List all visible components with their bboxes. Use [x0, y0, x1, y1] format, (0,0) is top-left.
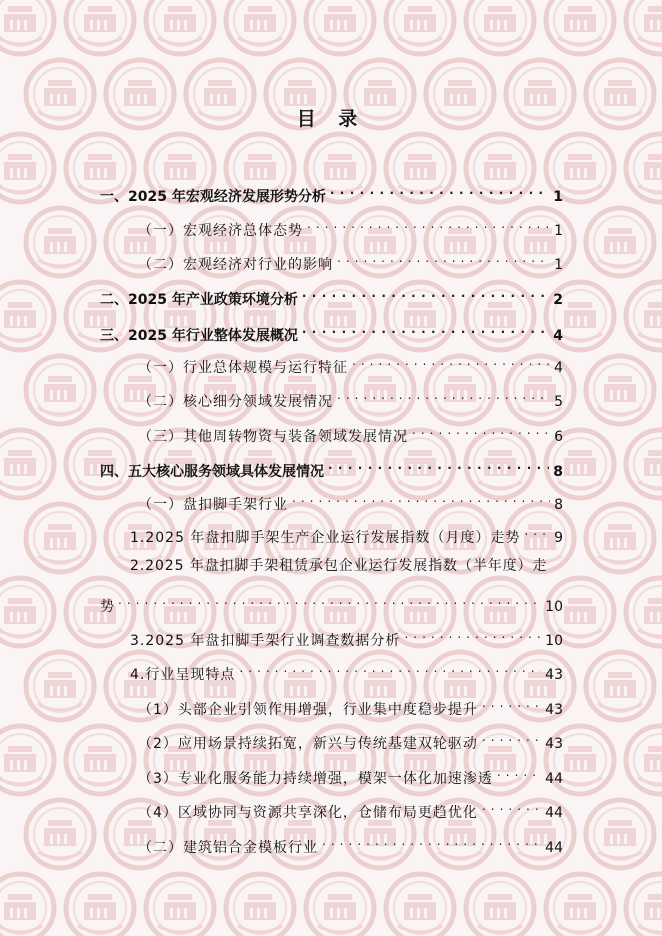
- emblem-watermark-icon: [626, 874, 662, 936]
- toc-leader-dots: [118, 589, 541, 611]
- toc-entry-text: （4）区域协同与资源共享深化，仓储布局更趋优化: [138, 805, 478, 821]
- toc-entry[interactable]: [130, 657, 563, 683]
- toc-entry-text: 1.2025 年盘扣脚手架生产企业运行发展指数（月度）走势: [130, 530, 521, 546]
- toc-entry[interactable]: [138, 419, 563, 445]
- emblem-watermark-icon: [386, 874, 454, 936]
- toc-entry-text: （1）头部企业引领作用增强，行业集中度稳步提升: [138, 702, 478, 718]
- toc-page-number: 4: [553, 328, 563, 344]
- toc-entry[interactable]: [138, 213, 563, 239]
- toc-page-number: 5: [554, 394, 563, 410]
- toc-entry-text: 4.行业呈现特点: [130, 667, 236, 683]
- emblem-watermark-icon: [466, 874, 534, 936]
- emblem-watermark-icon: [586, 504, 654, 572]
- toc-entry[interactable]: [100, 282, 563, 308]
- toc-entry[interactable]: [138, 726, 563, 752]
- toc-entry-text: （3）专业化服务能力持续增强，模架一体化加速渗透: [138, 771, 493, 787]
- toc-entry[interactable]: [138, 761, 563, 787]
- emblem-watermark-icon: [586, 652, 654, 720]
- emblem-watermark-icon: [626, 282, 662, 350]
- emblem-watermark-icon: [306, 0, 374, 54]
- toc-entry[interactable]: [138, 487, 563, 513]
- toc-leader-dots: [352, 350, 550, 372]
- emblem-watermark-icon: [226, 0, 294, 54]
- emblem-watermark-icon: [226, 874, 294, 936]
- emblem-watermark-icon: [0, 726, 54, 794]
- toc-leader-dots: [322, 830, 541, 852]
- toc-leader-dots: [292, 487, 550, 509]
- emblem-watermark-icon: [26, 652, 94, 720]
- emblem-watermark-icon: [0, 282, 54, 350]
- toc-entry[interactable]: [100, 318, 563, 344]
- emblem-watermark-icon: [586, 356, 654, 424]
- emblem-watermark-icon: [626, 430, 662, 498]
- toc-entry-text: 二、2025 年产业政策环境分析: [100, 292, 298, 308]
- emblem-watermark-icon: [0, 578, 54, 646]
- toc-page-number: 44: [545, 771, 563, 787]
- toc-entry-text: 四、五大核心服务领域具体发展情况: [100, 464, 324, 480]
- toc-page-number: 2: [553, 292, 563, 308]
- toc-leader-dots: [307, 213, 550, 235]
- emblem-watermark-icon: [66, 874, 134, 936]
- toc-entry[interactable]: [138, 350, 563, 376]
- toc-page-number: 4: [554, 360, 563, 376]
- toc-page-number: 1: [553, 189, 563, 205]
- emblem-watermark-icon: [466, 0, 534, 54]
- toc-leader-dots: [337, 247, 550, 269]
- toc-entry-text: 一、2025 年宏观经济发展形势分析: [100, 189, 326, 205]
- toc-leader-dots: [482, 692, 541, 714]
- toc-entry-text: （三）其他周转物资与装备领域发展情况: [138, 429, 408, 445]
- toc-leader-dots: [302, 318, 549, 340]
- emblem-watermark-icon: [26, 800, 94, 868]
- toc-entry-text-continued: 势: [100, 599, 114, 615]
- page-title: 目 录: [296, 108, 366, 130]
- emblem-watermark-icon: [386, 0, 454, 54]
- emblem-watermark-icon: [546, 874, 614, 936]
- emblem-watermark-icon: [0, 430, 54, 498]
- emblem-watermark-icon: [146, 874, 214, 936]
- emblem-watermark-icon: [0, 0, 54, 54]
- toc-entry-text: （2）应用场景持续拓宽，新兴与传统基建双轮驱动: [138, 736, 478, 752]
- toc-entry[interactable]: [100, 454, 563, 480]
- toc-leader-dots: [337, 384, 550, 406]
- toc-entry-text: 3.2025 年盘扣脚手架行业调查数据分析: [130, 633, 401, 649]
- toc-entry[interactable]: [138, 692, 563, 718]
- toc-entry-text: （一）盘扣脚手架行业: [138, 497, 288, 513]
- toc-entry-text: 三、2025 年行业整体发展概况: [100, 328, 298, 344]
- toc-entry[interactable]: [138, 795, 563, 821]
- toc-leader-dots: [524, 520, 550, 542]
- toc-page-number: 44: [545, 805, 563, 821]
- emblem-watermark-icon: [26, 504, 94, 572]
- toc-entry[interactable]: [100, 179, 563, 205]
- toc-leader-dots: [328, 454, 549, 476]
- toc-leader-dots: [412, 419, 550, 441]
- emblem-watermark-icon: [626, 134, 662, 202]
- emblem-watermark-icon: [626, 578, 662, 646]
- emblem-watermark-icon: [586, 208, 654, 276]
- toc-entry[interactable]: [130, 520, 563, 546]
- toc-page-number: 1: [554, 257, 563, 273]
- emblem-watermark-icon: [26, 356, 94, 424]
- toc-entry[interactable]: [138, 830, 563, 856]
- toc-leader-dots: [482, 795, 541, 817]
- toc-leader-dots: [330, 179, 549, 201]
- toc-entry[interactable]: [130, 623, 563, 649]
- toc-entry-text: （一）行业总体规模与运行特征: [138, 360, 348, 376]
- emblem-watermark-icon: [0, 134, 54, 202]
- toc-leader-dots: [302, 282, 549, 304]
- toc-page-number: 8: [553, 464, 563, 480]
- toc-leader-dots: [239, 657, 541, 679]
- emblem-watermark-icon: [66, 726, 134, 794]
- emblem-watermark-icon: [626, 0, 662, 54]
- emblem-watermark-icon: [626, 726, 662, 794]
- toc-entry[interactable]: [138, 384, 563, 410]
- toc-entry-text: （一）宏观经济总体态势: [138, 223, 303, 239]
- toc-page-number: 43: [545, 736, 563, 752]
- toc-page-number: 10: [545, 599, 563, 615]
- toc-entry[interactable]: [100, 589, 563, 615]
- toc-page-number: 43: [545, 702, 563, 718]
- emblem-watermark-icon: [546, 0, 614, 54]
- emblem-watermark-icon: [306, 874, 374, 936]
- toc-entry-text[interactable]: 2.2025 年盘扣脚手架租赁承包企业运行发展指数（半年度）走: [130, 558, 548, 574]
- emblem-watermark-icon: [586, 800, 654, 868]
- toc-leader-dots: [404, 623, 541, 645]
- emblem-watermark-icon: [146, 0, 214, 54]
- toc-page-number: 1: [554, 223, 563, 239]
- toc-leader-dots: [482, 726, 541, 748]
- emblem-watermark-icon: [66, 0, 134, 54]
- toc-entry[interactable]: [138, 247, 563, 273]
- toc-page-number: 9: [554, 530, 563, 546]
- toc-page-number: 44: [545, 840, 563, 856]
- toc-entry-text: （二）建筑铝合金模板行业: [138, 840, 318, 856]
- toc-page-number: 43: [545, 667, 563, 683]
- toc-page-number: 8: [554, 497, 563, 513]
- toc-entry-text: （二）核心细分领域发展情况: [138, 394, 333, 410]
- emblem-watermark-icon: [26, 208, 94, 276]
- toc-entry-text: （二）宏观经济对行业的影响: [138, 257, 333, 273]
- toc-leader-dots: [497, 761, 541, 783]
- toc-page-number: 10: [545, 633, 563, 649]
- toc-page-number: 6: [554, 429, 563, 445]
- emblem-watermark-icon: [0, 874, 54, 936]
